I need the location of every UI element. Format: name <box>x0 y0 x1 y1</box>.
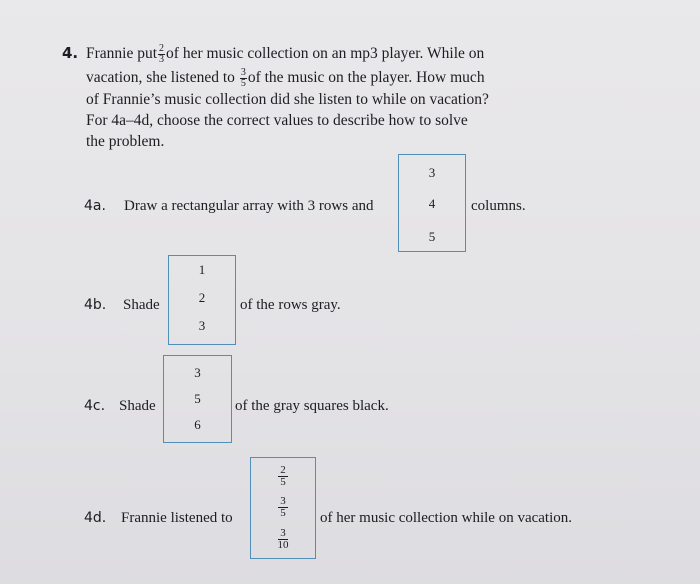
part-b-text-after: of the rows gray. <box>240 297 341 313</box>
part-d-option-3[interactable] <box>251 528 315 551</box>
part-a-text-before: Draw a rectangular array with 3 rows and <box>124 198 374 214</box>
fraction-two-thirds <box>158 44 165 65</box>
fraction-denominator: 3 <box>159 54 165 65</box>
question-number: 4. <box>62 44 79 62</box>
part-a-label: 4a. <box>84 198 106 214</box>
part-c-option-2[interactable]: 5 <box>194 391 201 406</box>
part-b-option-3[interactable]: 3 <box>198 318 206 333</box>
part-a-dropdown[interactable] <box>398 154 466 252</box>
question-line-5: the problem. <box>86 133 165 150</box>
question-line-4: For 4a–4d, choose the correct values to describe how to solve <box>86 112 468 129</box>
fraction-numerator: 3 <box>280 527 286 539</box>
part-b-label: 4b. <box>84 297 107 313</box>
part-b-text-before: Shade <box>123 297 160 313</box>
part-a-text-after: columns. <box>471 198 526 214</box>
part-d-text-before: Frannie listened to <box>121 510 233 526</box>
part-a-option-2[interactable]: 4 <box>428 196 436 211</box>
part-b-option-1[interactable]: 1 <box>198 262 206 277</box>
fraction-numerator: 2 <box>159 43 165 54</box>
part-c-option-1[interactable]: 3 <box>194 365 201 380</box>
question-line-3: of Frannie’s music collection did she listen to while on vacation? <box>86 91 489 108</box>
fraction-numerator: 3 <box>280 495 286 507</box>
question-text: Frannie put <box>86 45 158 63</box>
fraction-denominator: 5 <box>280 476 286 488</box>
question-line-2 <box>86 68 485 89</box>
part-a-option-3[interactable]: 5 <box>428 229 436 244</box>
question-line-1 <box>86 44 484 65</box>
part-d-label: 4d. <box>84 510 107 526</box>
question-text: of the music on the player. How much <box>247 69 485 87</box>
part-a-option-1[interactable]: 3 <box>428 165 436 180</box>
fraction-denominator: 5 <box>280 507 286 519</box>
part-d-dropdown[interactable] <box>250 457 316 559</box>
question-text: of her music collection on an mp3 player. While on <box>166 45 485 63</box>
fraction-numerator: 2 <box>280 464 286 476</box>
question-text: vacation, she listened to <box>86 69 235 87</box>
part-d-option-2[interactable] <box>251 496 315 519</box>
fraction-denominator: 5 <box>240 78 246 89</box>
part-c-text-before: Shade <box>119 398 156 414</box>
fraction-three-fifths <box>240 68 247 89</box>
part-c-dropdown[interactable] <box>163 355 232 443</box>
part-b-dropdown[interactable] <box>168 255 236 345</box>
part-d-option-1[interactable] <box>251 465 315 488</box>
part-c-text-after: of the gray squares black. <box>235 398 389 414</box>
fraction-numerator: 3 <box>240 67 246 78</box>
part-b-option-2[interactable]: 2 <box>198 290 206 305</box>
part-d-text-after: of her music collection while on vacation. <box>320 510 573 526</box>
part-c-option-3[interactable]: 6 <box>194 417 201 432</box>
fraction-denominator: 10 <box>277 539 289 551</box>
part-c-label: 4c. <box>84 398 106 414</box>
